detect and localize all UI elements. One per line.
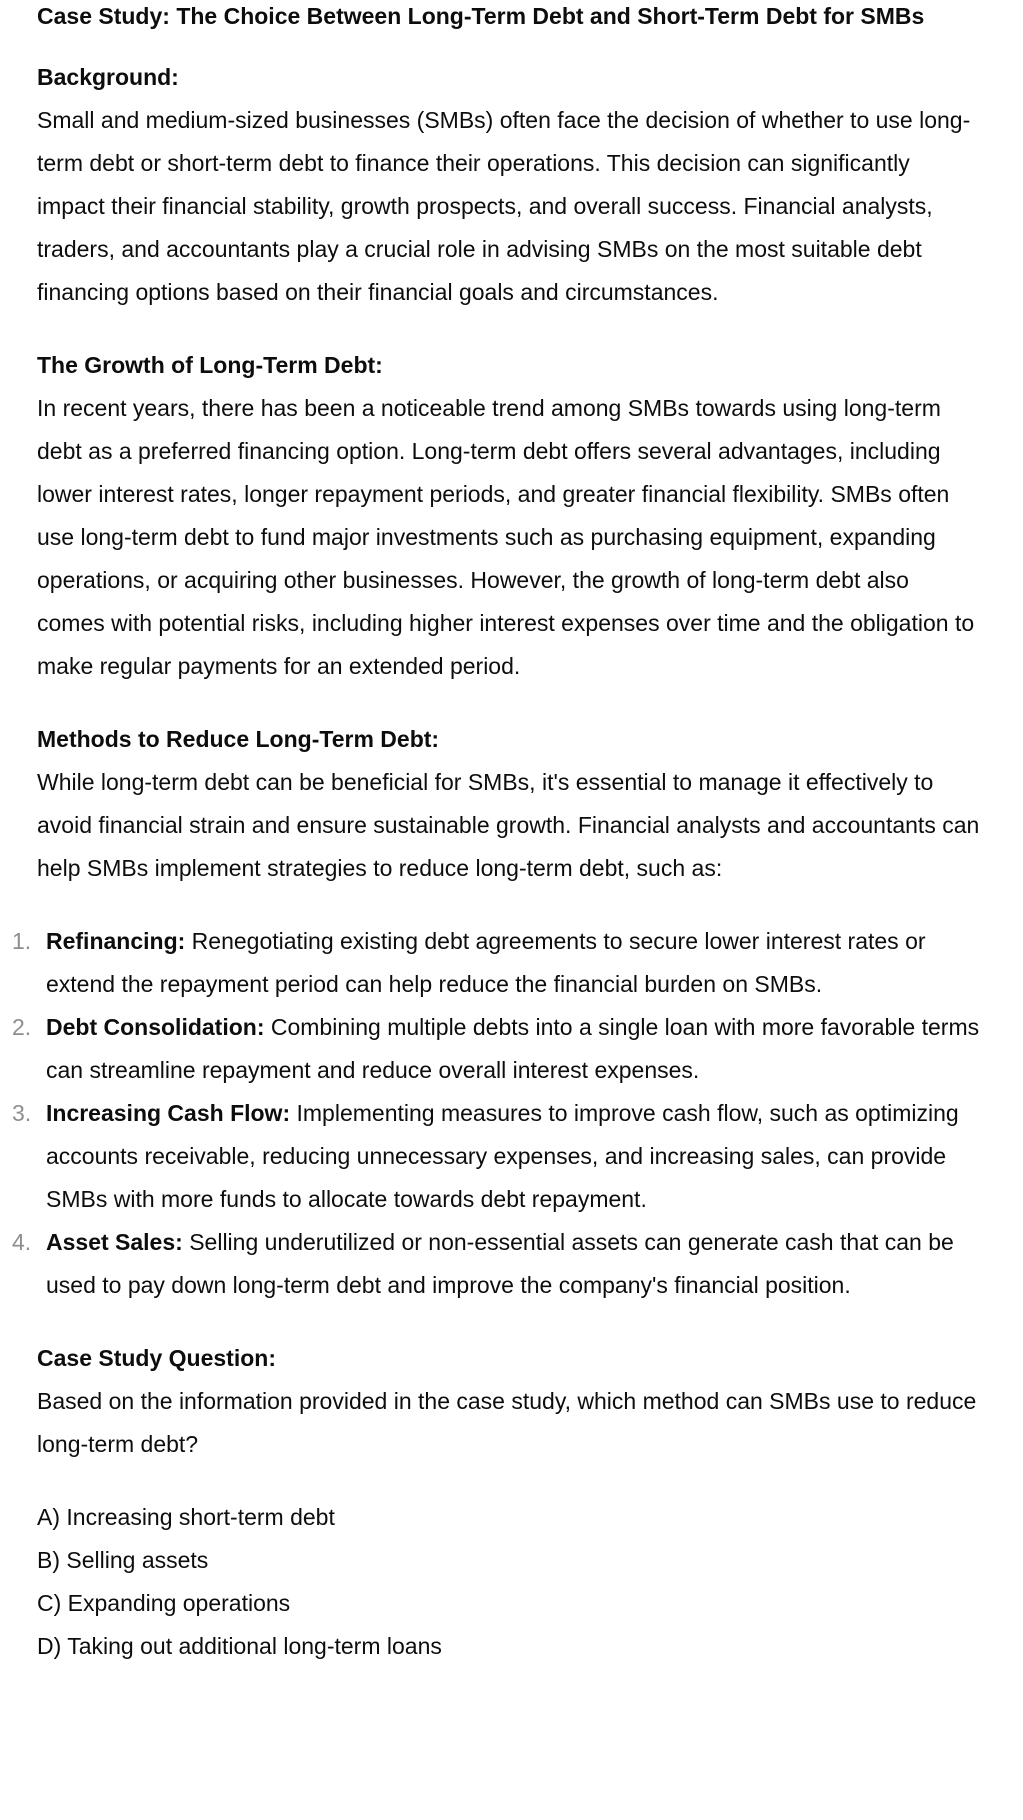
answer-option-a: A) Increasing short-term debt (37, 1504, 335, 1530)
list-item (12, 1092, 983, 1221)
growth-paragraph: In recent years, there has been a noticeable trend among SMBs towards using long-term debt as a preferred financing option. Long-term debt offers several advantages, including lower interest rates, longer repayment periods, and greater financial flexibility. SMBs often use long-term debt to fund major investments such as purchasing equipment, expanding operations, or acquiring other businesses. However, the growth of long-term debt also comes with potential risks, including higher interest expenses over time and the obligation to make regular payments for an extended period. (37, 395, 975, 679)
question-heading: Case Study Question: (37, 1345, 276, 1371)
list-item (12, 920, 983, 1006)
list-item-label: Asset Sales: (46, 1229, 183, 1255)
list-item (12, 1006, 983, 1092)
growth-heading: The Growth of Long-Term Debt: (37, 352, 383, 378)
question-section (37, 1337, 983, 1668)
methods-list (12, 920, 983, 1307)
list-item-number: 4. (12, 1229, 32, 1255)
growth-section (37, 344, 983, 688)
list-item-text: Combining multiple debts into a single loan with more favorable terms can streamline repayment and reduce overall interest expenses. (46, 1014, 980, 1083)
list-item-text: Renegotiating existing debt agreements to secure lower interest rates or extend the repayment period can help reduce the financial burden on SMBs. (46, 928, 926, 997)
answer-option-b: B) Selling assets (37, 1547, 209, 1573)
list-item (12, 1221, 983, 1307)
background-section (37, 56, 983, 314)
methods-heading: Methods to Reduce Long-Term Debt: (37, 726, 440, 752)
list-item-number: 1. (12, 928, 32, 954)
methods-section (12, 718, 983, 1307)
answer-option-d: D) Taking out additional long-term loans (37, 1633, 442, 1659)
list-item-text: Selling underutilized or non-essential assets can generate cash that can be used to pay down long-term debt and improve the company's financial position. (46, 1229, 954, 1298)
list-item-text: Implementing measures to improve cash flow, such as optimizing accounts receivable, reducing unnecessary expenses, and increasing sales, can provide SMBs with more funds to allocate towards debt repayment. (46, 1100, 959, 1212)
question-paragraph: Based on the information provided in the case study, which method can SMBs use to reduce long-term debt? (37, 1388, 977, 1457)
background-paragraph: Small and medium-sized businesses (SMBs) often face the decision of whether to use long-term debt or short-term debt to finance their operations. This decision can significantly impact their financial stability, growth prospects, and overall success. Financial analysts, traders, and accountants play a crucial role in advising SMBs on the most suitable debt financing options based on their financial goals and circumstances. (37, 107, 971, 305)
answer-options (37, 1496, 983, 1668)
list-item-label: Increasing Cash Flow: (46, 1100, 291, 1126)
page-title: Case Study: The Choice Between Long-Term Debt and Short-Term Debt for SMBs (37, 3, 925, 29)
background-heading: Background: (37, 64, 179, 90)
list-item-number: 2. (12, 1014, 32, 1040)
list-item-label: Debt Consolidation: (46, 1014, 265, 1040)
list-item-number: 3. (12, 1100, 32, 1126)
list-item-label: Refinancing: (46, 928, 186, 954)
methods-paragraph: While long-term debt can be beneficial for SMBs, it's essential to manage it effectively to avoid financial strain and ensure sustainable growth. Financial analysts and accountants can help SMBs implement strategies to reduce long-term debt, such as: (37, 769, 980, 881)
answer-option-c: C) Expanding operations (37, 1590, 291, 1616)
